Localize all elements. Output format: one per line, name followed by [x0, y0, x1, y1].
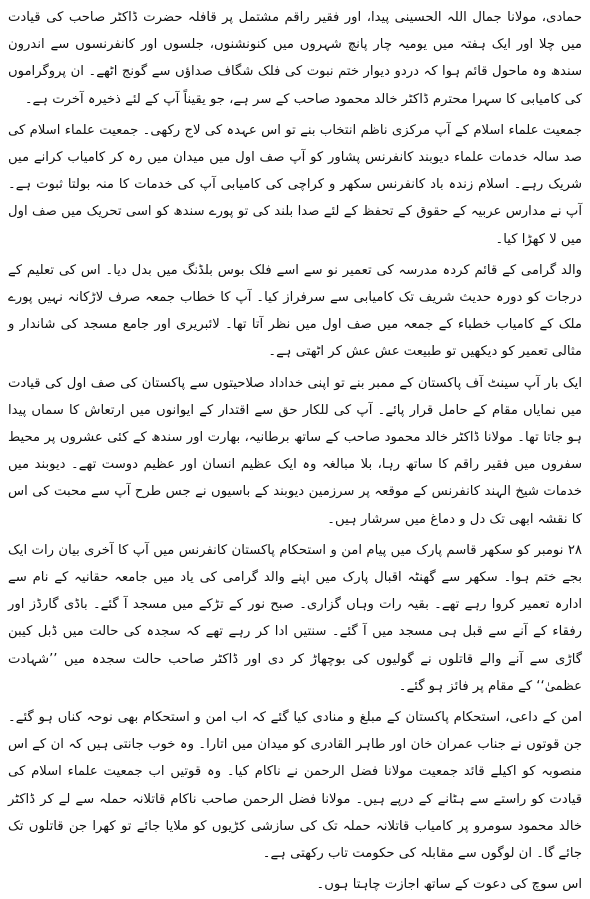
paragraph-1: حمادی، مولانا جمال اللہ الحسینی پیدا، اور فقیر راقم مشتمل پر قافلہ حضرت ڈاکٹر صاحب کی قیادت میں چلا اور ایک ہفتہ میں یومیہ چار پانچ شہروں میں کنونشنوں، جلسوں اور کانفرنسوں سے اندرون سندھ وہ ماحول قائم ہوا کہ دردو دیوار ختم نبوت کی فلک شگاف صداؤں سے گونج اٹھے۔ ان پروگراموں کی کامیابی کا سہرا محترم ڈاکٹر خالد محمود صاحب کے سر ہے، جو یقیناً آپ کے لئے ذخیرہ آخرت ہے۔ — [8, 10, 582, 107]
paragraph-2: جمعیت علماء اسلام کے آپ مرکزی ناظم انتخاب بنے تو اس عہدہ کی لاج رکھی۔ جمعیت علماء اسلام کی صد سالہ خدمات علماء دیوبند کانفرنس پشاور کو آپ صف اول میں میدان میں رہ کر کامیاب کرانے میں شریک رہے۔ اسلام زندہ باد کانفرنس سکھر و کراچی کی کامیابی آپ کی خدمات کا منہ بولتا ثبوت ہے۔ آپ نے مدارس عربیہ کے حقوق کے تحفظ کے لئے صدا بلند کی تو پورے سندھ کو اسی تحریک میں صف اول میں لا کھڑا کیا۔ — [8, 122, 582, 247]
paragraph-6: امن کے داعی، استحکام پاکستان کے مبلغ و منادی کیا گئے کہ اب امن و استحکام بھی نوحہ کناں ہو گئے۔ جن قوتوں نے جناب عمران خان اور طاہر القادری کو میدان میں اتارا۔ وہ خوب جانتی ہیں کہ ان کے اس منصوبہ کو اکیلے قائد جمعیت مولانا فضل الرحمن نے ناکام کیا۔ وہ قوتیں اب جمعیت علماء اسلام کی قیادت کو راستے سے ہٹانے کے درپے ہیں۔ مولانا فضل الرحمن صاحب ناکام قاتلانہ حملہ سے لے کر ڈاکٹر خالد محمود سومرو پر کامیاب قاتلانہ حملہ تک کی سازشی کڑیوں کو ملایا جائے تو کھرا جن قاتلوں تک جائے گا۔ ان لوگوں سے مقابلہ کی حکومت تاب رکھتی ہے۔ — [8, 710, 582, 862]
paragraph-7: اس سوچ کی دعوت کے ساتھ اجازت چاہتا ہوں۔ — [316, 877, 582, 893]
paragraph-5: ۲۸ نومبر کو سکھر قاسم پارک میں پیام امن و استحکام پاکستان کانفرنس میں آپ کا آخری بیان رات ایک بجے ختم ہوا۔ سکھر سے گھنٹہ اقبال پارک میں اپنے والد گرامی کی یاد میں جامعہ حقانیہ کے نام سے ادارہ تعمیر کروا رہے تھے۔ بقیہ رات وہاں گزاری۔ صبح نور کے تڑکے میں مسجد آ گئے۔ باڈی گارڈز اور رفقاء کے آنے سے قبل ہی مسجد میں آ گئے۔ سنتیں ادا کر رہے تھے کہ سجدہ کی حالت میں ڈبل کیبن گاڑی سے آنے والے قاتلوں نے گولیوں کی بوچھاڑ کر دی اور ڈاکٹر صاحب حالت سجدہ میں ’’شہادت عظمیٰ‘‘ کے مقام پر فائز ہو گئے۔ — [8, 542, 582, 694]
article-body — [8, 4, 582, 899]
paragraph-4: ایک بار آپ سینٹ آف پاکستان کے ممبر بنے تو اپنی خداداد صلاحیتوں سے پاکستان کی صف اول کی قیادت میں نمایاں مقام کے حامل قرار پائے۔ آپ کی للکار حق سے اقتدار کے ایوانوں میں ارتعاش کا سماں پیدا ہو جاتا تھا۔ مولانا ڈاکٹر خالد محمود صاحب کے ساتھ برطانیہ، بھارت اور سندھ کے کئی عشروں پر محیط سفروں میں فقیر راقم کا ساتھ رہا، بلا مبالغہ وہ ایک عظیم انسان اور عظیم دوست تھے۔ دیوبند میں خدمات شیخ الہند کانفرنس کے موقعہ پر سرزمین دیوبند کے باسیوں نے جس طرح آپ سے محبت کی اس کا نقشہ ابھی تک دل و دماغ میں سرشار ہیں۔ — [8, 375, 582, 527]
paragraph-3: والد گرامی کے قائم کردہ مدرسہ کی تعمیر نو سے اسے فلک بوس بلڈنگ میں بدل دیا۔ اس کی تعلیم کے درجات کو دورہ حدیث شریف تک کامیابی سے سرفراز کیا۔ آپ کا خطاب جمعہ صرف لاڑکانہ نہیں پورے ملک کے کامیاب خطباء کے جمعہ میں صف اول میں نظر آتا تھا۔ لائبریری اور جامع مسجد کی شاندار و مثالی تعمیر کو دیکھیں تو طبیعت عش عش کر اٹھتی ہے۔ — [8, 262, 582, 360]
